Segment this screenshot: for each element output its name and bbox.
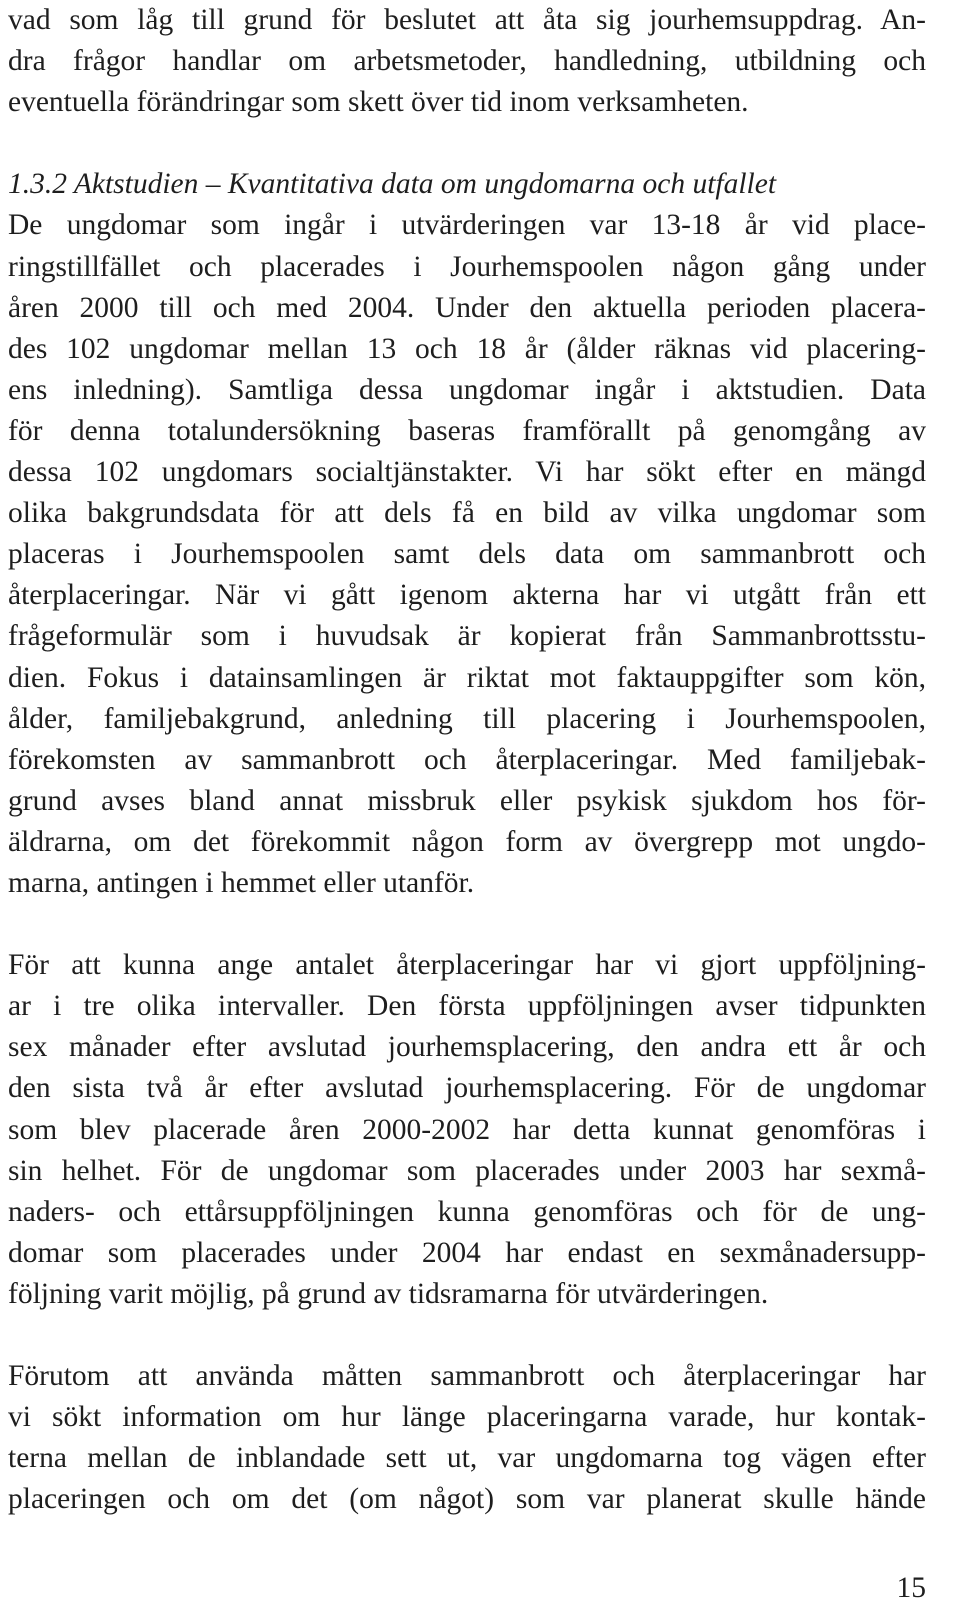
paragraph-2 [8, 945, 926, 1315]
text-line: eventuella förändringar som skett över tid inom verksamheten. [8, 86, 749, 119]
text-line: ar i tre olika intervaller. Den första uppföljningen avser tidpunkten [8, 990, 926, 1023]
text-line: ringstillfället och placerades i Jourhemspoolen någon gång under [8, 250, 926, 283]
text-line: ålder, familjebakgrund, anledning till placering i Jourhemspoolen, [8, 702, 926, 735]
text-line: frågeformulär som i huvudsak är kopierat från Sammanbrottsstu- [8, 620, 926, 653]
section-heading: 1.3.2 Aktstudien – Kvantitativa data om ungdomarna och utfallet [8, 168, 777, 201]
document-page [8, 0, 926, 1520]
text-line: återplaceringar. När vi gått igenom akterna har vi utgått från ett [8, 579, 926, 612]
text-line: för denna totalundersökning baseras framförallt på genomgång av [8, 414, 926, 447]
text-line: domar som placerades under 2004 har endast en sexmånadersupp- [8, 1236, 926, 1269]
text-line: naders- och ettårsuppföljningen kunna genomföras och för de ung- [8, 1195, 926, 1228]
text-line: placeras i Jourhemspoolen samt dels data om sammanbrott och [8, 538, 926, 571]
paragraph-gap [8, 123, 926, 164]
text-line: För att kunna ange antalet återplaceringar har vi gjort uppföljning- [8, 949, 926, 982]
text-line: sin helhet. För de ungdomar som placerades under 2003 har sexmå- [8, 1154, 926, 1187]
text-line: äldrarna, om det förekommit någon form av övergrepp mot ungdo- [8, 825, 926, 858]
text-line: De ungdomar som ingår i utvärderingen var 13-18 år vid place- [8, 209, 926, 242]
text-line: sex månader efter avslutad jourhemsplacering, den andra ett år och [8, 1031, 926, 1064]
paragraph-1 [8, 205, 926, 904]
text-line: vad som låg till grund för beslutet att åta sig jourhemsuppdrag. An- [8, 4, 926, 36]
text-line: des 102 ungdomar mellan 13 och 18 år (ålder räknas vid placering- [8, 332, 926, 365]
text-line: dra frågor handlar om arbetsmetoder, handledning, utbildning och [8, 45, 926, 78]
text-line: ens inledning). Samtliga dessa ungdomar ingår i aktstudien. Data [8, 373, 926, 406]
text-line: grund avses bland annat missbruk eller psykisk sjukdom hos för- [8, 784, 926, 817]
text-line: förekomsten av sammanbrott och återplaceringar. Med familjebak- [8, 743, 926, 776]
text-line: dessa 102 ungdomars socialtjänstakter. Vi har sökt efter en mängd [8, 456, 926, 489]
text-line: terna mellan de inblandade sett ut, var ungdomarna tog vägen efter [8, 1442, 926, 1475]
text-line: placeringen och om det (om något) som var planerat skulle hände [8, 1483, 926, 1516]
text-line: Förutom att använda måtten sammanbrott och återplaceringar har [8, 1360, 926, 1393]
text-line: dien. Fokus i datainsamlingen är riktat mot faktauppgifter som kön, [8, 661, 926, 694]
text-line: följning varit möjlig, på grund av tidsramarna för utvärderingen. [8, 1277, 769, 1310]
text-line: olika bakgrundsdata för att dels få en bild av vilka ungdomar som [8, 497, 926, 530]
text-line: som blev placerade åren 2000-2002 har detta kunnat genomföras i [8, 1113, 926, 1146]
text-line: vi sökt information om hur länge placeringarna varade, hur kontak- [8, 1401, 926, 1434]
paragraph-gap [8, 904, 926, 945]
paragraph-3 [8, 1356, 926, 1520]
text-line: den sista två år efter avslutad jourhemsplacering. För de ungdomar [8, 1072, 926, 1105]
text-line: åren 2000 till och med 2004. Under den aktuella perioden placera- [8, 291, 926, 324]
page-number: 15 [896, 1572, 926, 1604]
intro-paragraph [8, 0, 926, 123]
text-line: marna, antingen i hemmet eller utanför. [8, 866, 475, 899]
paragraph-gap [8, 1315, 926, 1356]
